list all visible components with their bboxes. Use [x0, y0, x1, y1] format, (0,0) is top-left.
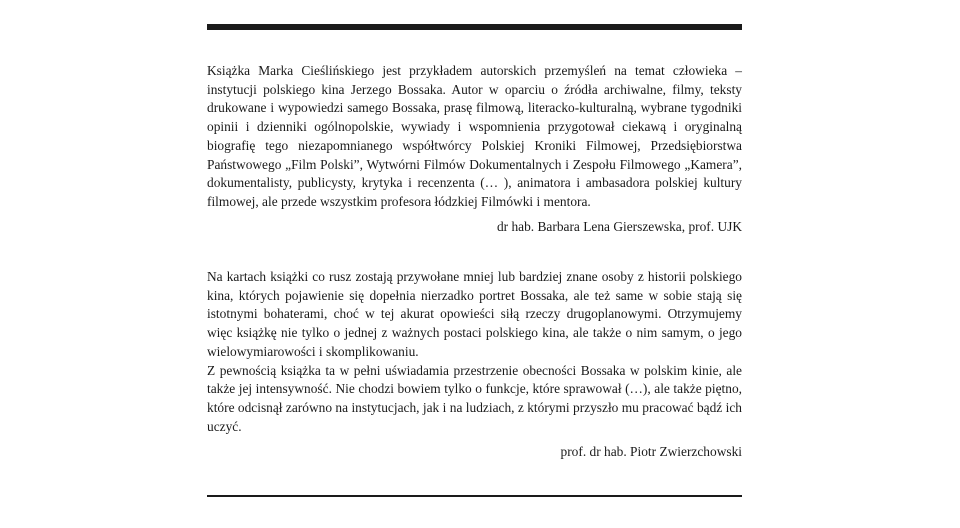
- blurb-gierszewska: [207, 62, 742, 212]
- blurb-paragraph: Z pewnością książka ta w pełni uświadamia przestrzenie obecności Bossaka w polskim kinie, ale także jej intensywność. Nie chodzi bowiem tylko o funkcje, które sprawował (…), ale także piętno, które odcisnął zarówno na instytucjach, jak i na ludziach, z którymi przyszło mu pracować bądź ich uczyć.: [207, 362, 742, 434]
- top-rule-divider: [207, 24, 742, 30]
- blurb-paragraph: Na kartach książki co rusz zostają przywołane mniej lub bardziej znane osoby z historii polskiego kina, których pojawienie się dopełnia nierzadko portret Bossaka, ale też same w sobie stają się istotnymi bohaterami, choć w tej akurat opowieści siłą rzeczy drugoplanowymi. Otrzymujemy więc książkę nie tylko o jednej z ważnych postaci polskiego kina, ale także o nim samym, o jego wielowymiarowości i skomplikowaniu.: [207, 269, 742, 359]
- blurb-paragraph: Książka Marka Cieślińskiego jest przykładem autorskich przemyśleń na temat człowieka – instytucji polskiego kina Jerzego Bossaka. Autor w oparciu o źródła archiwalne, filmy, teksty drukowane i wypowiedzi samego Bossaka, prasę filmową, literacko-kulturalną, wybrane tygodniki opinii i dzienniki ogólnopolskie, wywiady i wspomnienia przygotował ciekawą i oryginalną biografię tego niezapomnianego współtwórcy Polskiej Kroniki Filmowej, Przedsiębiorstwa Państwowego „Film Polski”, Wytwórni Filmów Dokumentalnych i Zespołu Filmowego „Kamera”, dokumentalisty, publicysty, krytyka i recenzenta (… ), animatora i ambasadora polskiej kultury filmowej, ale przede wszystkim profesora łódzkiej Filmówki i mentora.: [207, 63, 742, 209]
- bottom-rule-divider: [207, 495, 742, 497]
- blurb-zwierzchowski: [207, 268, 742, 436]
- signature-zwierzchowski: prof. dr hab. Piotr Zwierzchowski: [560, 444, 742, 459]
- back-cover-page: [207, 0, 742, 528]
- signature-gierszewska: dr hab. Barbara Lena Gierszewska, prof. UJK: [496, 219, 742, 234]
